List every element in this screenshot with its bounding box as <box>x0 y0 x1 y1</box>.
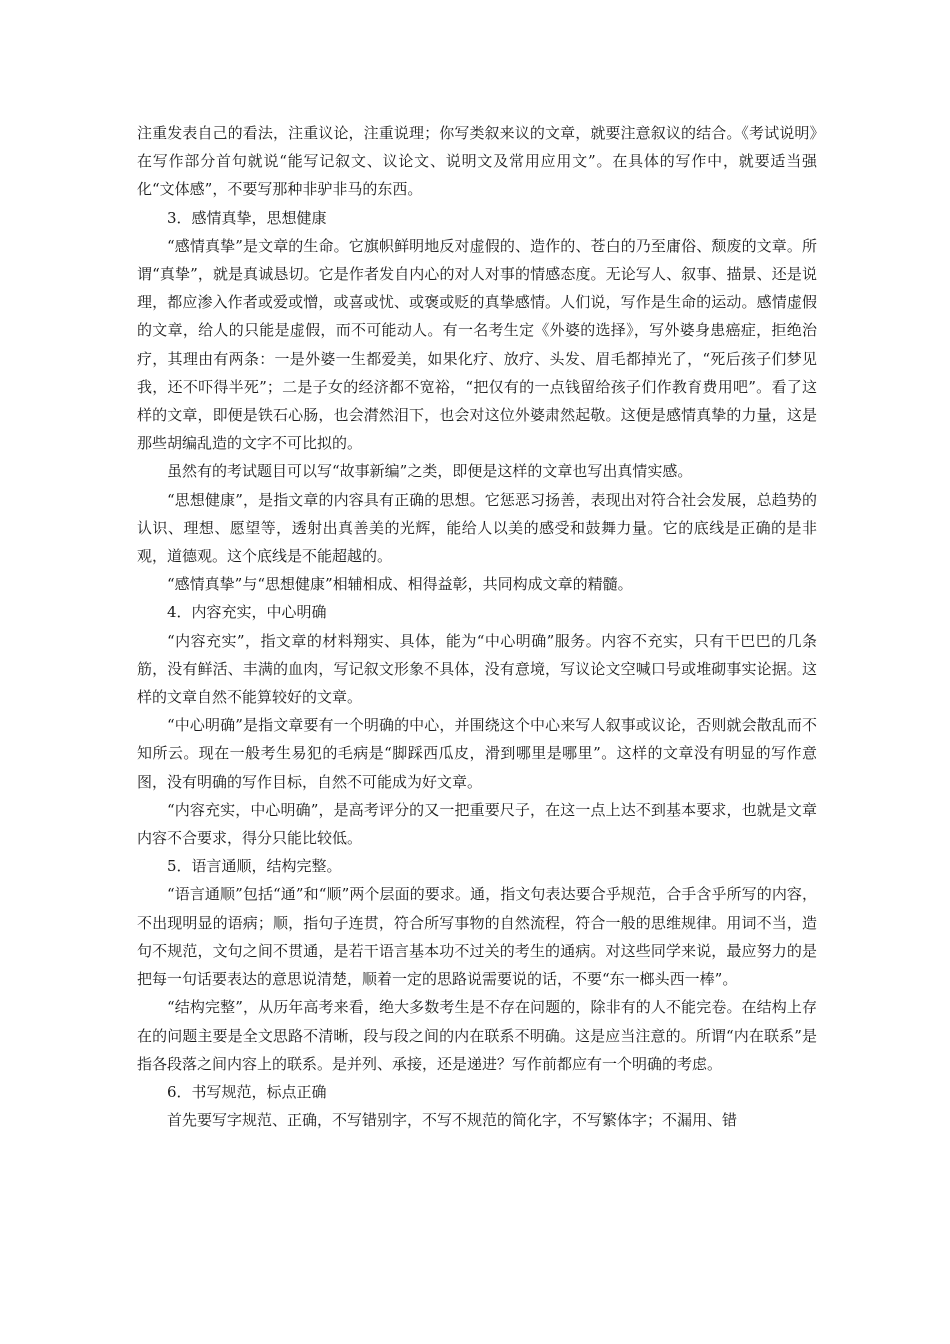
paragraph: “中心明确”是指文章要有一个明确的中心，并围绕这个中心来写人叙事或议论，否则就会散乱而不知所云。现在一般考生易犯的毛病是“脚踩西瓜皮，滑到哪里是哪里”。这样的文章没有明显的写作意图，没有明确的写作目标，自然不可能成为好文章。 <box>137 716 817 791</box>
paragraph: 首先要写字规范、正确，不写错别字，不写不规范的简化字，不写繁体字；不漏用、错 <box>167 1111 738 1130</box>
paragraph: “感情真挚”是文章的生命。它旗帜鲜明地反对虚假的、造作的、苍白的乃至庸俗、颓废的文章。所谓“真挚”，就是真诚恳切。它是作者发自内心的对人对事的情感态度。无论写人、叙事、描景、还是说理，都应渗入作者或爱或憎，或喜或忧、或褒或贬的真挚感情。人们说，写作是生命的运动。感情虚假的文章，给人的只能是虚假，而不可能动人。有一名考生定《外婆的选择》，写外婆身患癌症，拒绝治疗，其理由有两条：一是外婆一生都爱美，如果化疗、放疗、头发、眉毛都掉光了，“死后孩子们梦见我，还不吓得半死”；二是子女的经济都不宽裕，“把仅有的一点钱留给孩子们作教育费用吧”。看了这样的文章，即便是铁石心肠，也会潸然泪下，也会对这位外婆肃然起敬。这便是感情真挚的力量，这是那些胡编乱造的文字不可比拟的。 <box>137 236 817 453</box>
paragraph: “感情真挚”与“思想健康”相辅相成、相得益彰，共同构成文章的精髓。 <box>167 575 633 594</box>
paragraph: “结构完整”，从历年高考来看，绝大多数考生是不存在问题的，除非有的人不能完卷。在结构上存在的问题主要是全文思路不清晰，段与段之间的内在联系不明确。这是应当注意的。所谓“内在联系”是指各段落之间内容上的联系。是并列、承接，还是递进？写作前都应有一个明确的考虑。 <box>137 998 817 1073</box>
paragraph: “语言通顺”包括“通”和“顺”两个层面的要求。通，指文句表达要合乎规范，合手含乎所写的内容，不出现明显的语病；顺，指句子连贯，符合所写事物的自然流程，符合一般的思维规律。用词不当，造句不规范，文句之间不贯通，是若干语言基本功不过关的考生的通病。对这些同学来说，最应努力的是把每一句话要表达的意思说清楚，顺着一定的思路说需要说的话，不要“东一榔头西一棒”。 <box>137 885 817 989</box>
section-heading-4: 4．内容充实，中心明确 <box>167 603 327 622</box>
section-heading-3: 3．感情真挚，思想健康 <box>167 208 327 227</box>
paragraph: “思想健康”，是指文章的内容具有正确的思想。它惩恶习扬善，表现出对符合社会发展，总趋势的认识、理想、愿望等，透射出真善美的光辉，能给人以美的感受和鼓舞力量。它的底线是正确的是非观，道德观。这个底线是不能超越的。 <box>137 490 817 566</box>
paragraph: “内容充实”，指文章的材料翔实、具体，能为“中心明确”服务。内容不充实，只有干巴巴的几条筋，没有鲜活、丰满的血肉，写记叙文形象不具体，没有意境，写议论文空喊口号或堆砌事实论据。这样的文章自然不能算较好的文章。 <box>137 631 817 707</box>
paragraph: 虽然有的考试题目可以写“故事新编”之类，即便是这样的文章也写出真情实感。 <box>167 462 693 481</box>
document-body <box>137 119 817 1134</box>
section-heading-6: 6．书写规范，标点正确 <box>167 1082 327 1101</box>
section-heading-5: 5．语言通顺，结构完整。 <box>167 857 342 876</box>
paragraph: “内容充实，中心明确”，是高考评分的又一把重要尺子，在这一点上达不到基本要求，也就是文章内容不合要求，得分只能比较低。 <box>137 800 817 848</box>
paragraph: 注重发表自己的看法，注重议论，注重说理；你写类叙来议的文章，就要注意叙议的结合。《考试说明》在写作部分首句就说“能写记叙文、议论文、说明文及常用应用文”。在具体的写作中，就要适当强化“文体感”，不要写那种非驴非马的东西。 <box>137 124 817 199</box>
